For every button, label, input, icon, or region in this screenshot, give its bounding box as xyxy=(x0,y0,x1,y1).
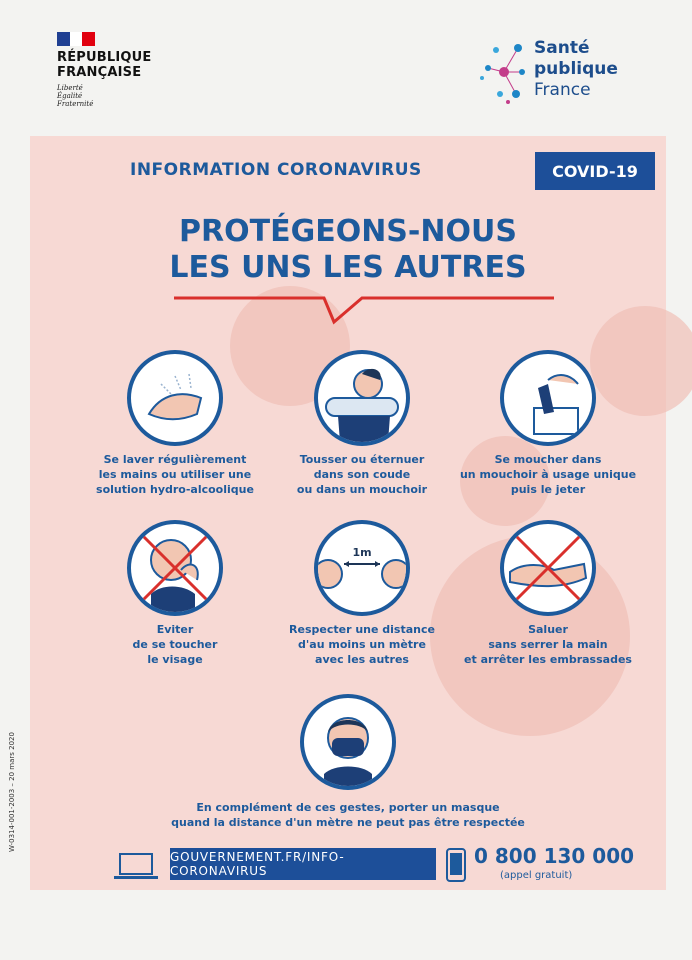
sante-line: Santé xyxy=(534,38,590,58)
france-line: France xyxy=(534,80,591,100)
gesture-mask xyxy=(248,694,448,790)
molecule-dots-icon xyxy=(478,38,530,106)
french-flag-icon xyxy=(57,32,95,46)
no-face-touch-icon xyxy=(127,520,223,616)
laptop-icon xyxy=(114,852,158,880)
gesture-caption xyxy=(75,452,275,497)
caption-line: puis le jeter xyxy=(510,483,586,496)
smartphone-icon xyxy=(446,848,466,882)
caption-line: solution hydro-alcoolique xyxy=(96,483,254,496)
caption-line: d'au moins un mètre xyxy=(298,638,426,651)
government-url: GOUVERNEMENT.FR/INFO-CORONAVIRUS xyxy=(170,848,436,880)
main-title-line1: PROTÉGEONS-NOUS xyxy=(179,214,517,249)
caption-line: de se toucher xyxy=(132,638,218,651)
phone-note: (appel gratuit) xyxy=(500,870,573,881)
caption-line: Respecter une distance xyxy=(289,623,435,636)
caption-line: Se laver régulièrement xyxy=(103,453,247,466)
speech-bubble-underline xyxy=(174,288,554,332)
caption-line: les mains ou utiliser une xyxy=(98,468,252,481)
covid-badge: COVID-19 xyxy=(535,152,655,190)
coronavirus-poster xyxy=(30,136,666,890)
info-title: INFORMATION CORONAVIRUS xyxy=(130,160,422,180)
reference-code: W-0314-001-2003 – 20 mars 2020 xyxy=(8,732,16,852)
publique-line: publique xyxy=(534,59,618,79)
gesture-caption xyxy=(75,622,275,667)
gesture-tissue xyxy=(448,350,648,497)
caption-line: Se moucher dans xyxy=(494,453,602,466)
tissue-icon xyxy=(500,350,596,446)
mask-note-line1: En complément de ces gestes, porter un masque xyxy=(196,801,500,814)
hand-washing-icon xyxy=(127,350,223,446)
gesture-no-face-touch xyxy=(75,520,275,667)
gesture-caption xyxy=(262,622,462,667)
cough-elbow-icon xyxy=(314,350,410,446)
republique-motto: Liberté Égalité Fraternité xyxy=(57,84,94,108)
distance-label: 1m xyxy=(352,546,372,559)
caption-line: le visage xyxy=(147,653,203,666)
caption-line: ou dans un mouchoir xyxy=(296,483,428,496)
main-title-line2: LES UNS LES AUTRES xyxy=(169,250,527,285)
gesture-caption xyxy=(262,452,462,497)
caption-line: et arrêter les embrassades xyxy=(464,653,632,666)
caption-line: un mouchoir à usage unique xyxy=(459,468,637,481)
gesture-distance xyxy=(262,520,462,667)
face-mask-icon xyxy=(300,694,396,790)
caption-line: Tousser ou éternuer xyxy=(299,453,425,466)
gesture-caption xyxy=(448,622,648,667)
caption-line: dans son coude xyxy=(313,468,411,481)
republique-name: RÉPUBLIQUE FRANÇAISE xyxy=(57,50,152,80)
gesture-caption xyxy=(448,452,648,497)
mask-note-line2: quand la distance d'un mètre ne peut pas être respectée xyxy=(171,816,525,829)
gesture-cough-elbow xyxy=(262,350,462,497)
gesture-no-handshake xyxy=(448,520,648,667)
mask-note xyxy=(30,800,666,830)
phone-number: 0 800 130 000 xyxy=(474,844,635,868)
sante-publique-france-logo xyxy=(478,34,638,110)
sante-publique-name xyxy=(534,38,618,101)
gesture-wash-hands xyxy=(75,350,275,497)
no-handshake-icon xyxy=(500,520,596,616)
caption-line: Eviter xyxy=(156,623,194,636)
distance-icon xyxy=(314,520,410,616)
republique-francaise-logo xyxy=(57,32,167,112)
main-title xyxy=(30,214,666,286)
caption-line: avec les autres xyxy=(315,653,409,666)
caption-line: sans serrer la main xyxy=(488,638,608,651)
caption-line: Saluer xyxy=(528,623,568,636)
